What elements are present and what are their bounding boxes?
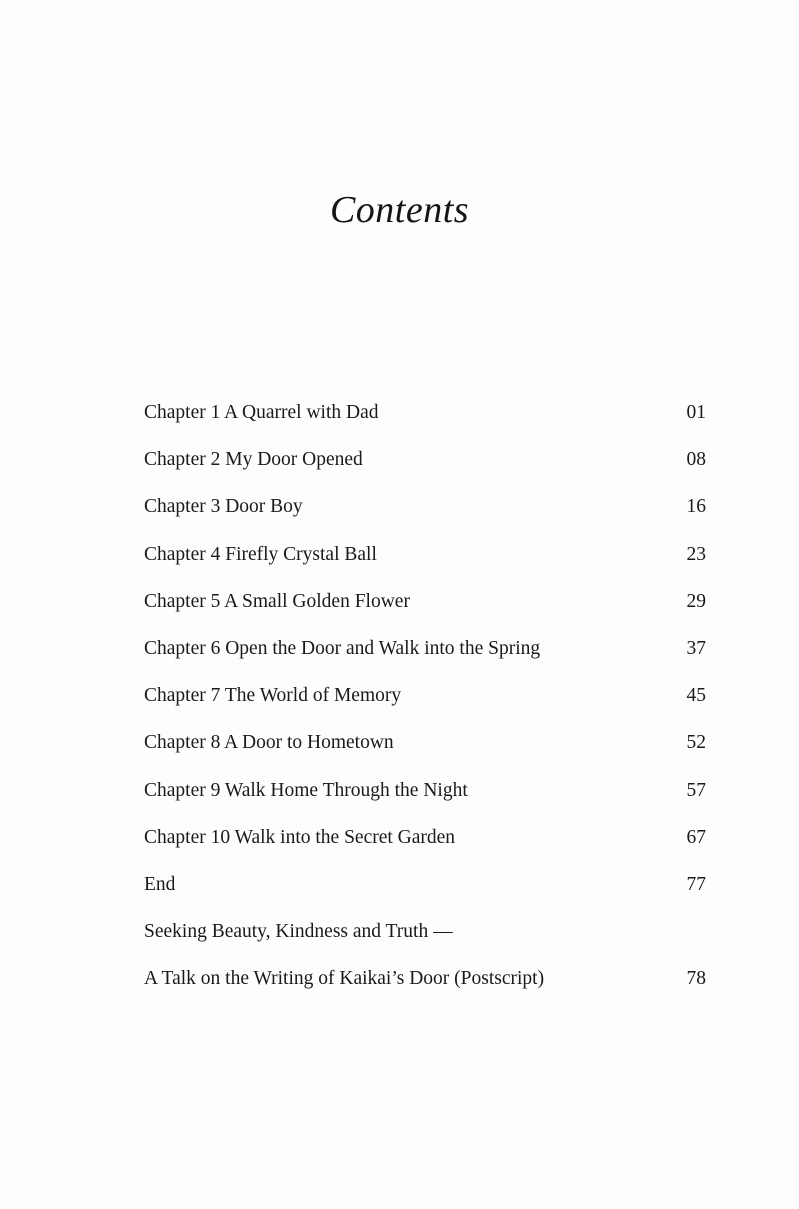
toc-entry-title: Chapter 3 Door Boy — [144, 496, 303, 518]
toc-entry-chapter-4 — [144, 540, 710, 587]
toc-entry-page-number: 45 — [686, 685, 706, 707]
toc-entry-chapter-2 — [144, 445, 710, 492]
toc-entry-chapter-6 — [144, 634, 710, 681]
toc-entry-title: Chapter 1 A Quarrel with Dad — [144, 402, 379, 423]
toc-entry-title: Chapter 2 My Door Opened — [144, 449, 363, 471]
toc-entry-page-number: 57 — [686, 779, 706, 801]
toc-entry-page-number: 67 — [686, 826, 706, 848]
toc-entry-page-number: 29 — [686, 590, 706, 612]
toc-entry-chapter-1 — [144, 398, 710, 445]
toc-entry-page-number: 37 — [686, 637, 706, 659]
toc-entry-page-number: 08 — [686, 449, 706, 471]
table-of-contents — [144, 398, 710, 1011]
toc-entry-title: End — [144, 873, 176, 895]
toc-entry-chapter-5 — [144, 587, 710, 634]
page-title: Contents — [329, 189, 470, 231]
toc-entry-page-number: 16 — [686, 496, 706, 518]
toc-entry-chapter-10 — [144, 823, 710, 870]
toc-entry-page-number: 01 — [686, 402, 706, 423]
toc-entry-page-number: 23 — [686, 543, 706, 565]
toc-entry-page-number: 77 — [686, 873, 706, 895]
toc-entry-chapter-9 — [144, 776, 710, 823]
toc-entry-title: Chapter 5 A Small Golden Flower — [144, 590, 410, 612]
toc-entry-end — [144, 870, 710, 917]
toc-entry-postscript-heading — [144, 917, 710, 964]
toc-entry-title: Seeking Beauty, Kindness and Truth — — [144, 921, 453, 943]
toc-entry-postscript — [144, 964, 710, 1011]
toc-entry-title: Chapter 8 A Door to Hometown — [144, 732, 394, 754]
toc-entry-title: Chapter 10 Walk into the Secret Garden — [144, 826, 456, 848]
toc-entry-title: Chapter 7 The World of Memory — [144, 685, 402, 707]
toc-entry-title: A Talk on the Writing of Kaikai’s Door (Postscript) — [144, 968, 545, 990]
toc-entry-title: Chapter 4 Firefly Crystal Ball — [144, 543, 377, 565]
toc-entry-title: Chapter 6 Open the Door and Walk into the Spring — [144, 637, 541, 659]
toc-entry-chapter-3 — [144, 492, 710, 539]
toc-entry-page-number: 78 — [686, 968, 706, 990]
toc-entry-title: Chapter 9 Walk Home Through the Night — [144, 779, 468, 801]
toc-entry-chapter-8 — [144, 728, 710, 775]
toc-entry-page-number: 52 — [686, 732, 706, 754]
toc-entry-chapter-7 — [144, 681, 710, 728]
